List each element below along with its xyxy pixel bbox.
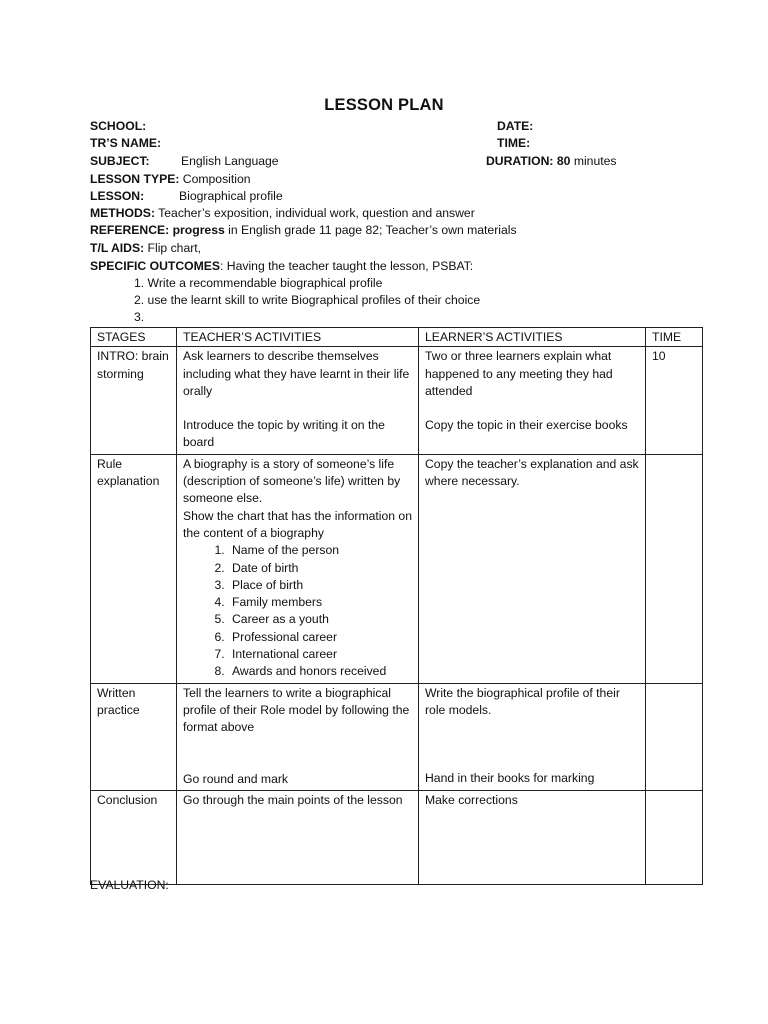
time-cell	[646, 454, 703, 683]
outcome-item: 2. use the learnt skill to write Biographical profiles of their choice	[134, 293, 481, 307]
teacher-activity-cell	[177, 347, 419, 454]
teacher-activity-text: Go round and mark	[183, 771, 289, 786]
methods-value: Teacher’s exposition, individual work, question and answer	[155, 206, 475, 220]
aids-field	[90, 240, 201, 257]
reference-label: REFERENCE: progress	[90, 223, 225, 237]
teacher-activity-text: Introduce the topic by writing it on the board	[183, 418, 385, 450]
column-header-teacher-activities: TEACHER’S ACTIVITIES	[177, 328, 419, 347]
methods-field	[90, 205, 475, 222]
time-label: TIME:	[497, 136, 531, 150]
learner-activity-cell	[419, 683, 646, 790]
duration-label: DURATION:	[486, 154, 554, 168]
stage-cell: Rule explanation	[91, 454, 177, 683]
table-row-intro	[91, 347, 703, 454]
stage-cell: INTRO: brainstorming	[91, 347, 177, 454]
lesson-type-value: Composition	[179, 172, 251, 186]
lesson-label: LESSON:	[90, 189, 145, 203]
aids-value: Flip chart,	[144, 241, 202, 255]
learner-activity-text: Write the biographical profile of their role models.	[425, 685, 620, 717]
learner-activity-text: Hand in their books for marking	[425, 771, 595, 786]
learner-activity-cell	[419, 790, 646, 884]
learner-activity-text: Two or three learners explain what happened to any meeting they had attended	[425, 349, 613, 398]
learner-activity-text: Make corrections	[425, 792, 518, 807]
teacher-activity-text: Tell the learners to write a biographical profile of their Role model by following the format above	[183, 685, 410, 735]
teacher-name-label: TR’S NAME:	[90, 136, 162, 150]
table-row-conclusion	[91, 790, 703, 884]
table-row-written-practice	[91, 683, 703, 790]
document-title: LESSON PLAN	[324, 96, 444, 114]
reference-field	[90, 222, 517, 239]
time-cell	[646, 683, 703, 790]
lesson-type-field	[90, 171, 251, 188]
subject-value: English Language	[181, 154, 279, 168]
evaluation-label: EVALUATION:	[90, 878, 169, 892]
aids-label: T/L AIDS:	[90, 241, 145, 255]
column-header-time: TIME	[646, 328, 703, 347]
column-header-learner-activities: LEARNER’S ACTIVITIES	[419, 328, 646, 347]
teacher-activity-text: Go through the main points of the lesson	[183, 792, 403, 807]
biography-content-list	[183, 542, 412, 680]
reference-value: in English grade 11 page 82; Teacher’s own materials	[224, 223, 517, 237]
learner-activity-text: Copy the topic in their exercise books	[425, 418, 628, 433]
list-item: 2. Date of birth	[228, 560, 412, 577]
stage-cell: Conclusion	[91, 790, 177, 884]
list-item: 1. Name of the person	[228, 542, 412, 559]
learner-activity-text: Copy the teacher’s explanation and ask where necessary.	[425, 456, 639, 489]
table-row-rule-explanation	[91, 454, 703, 683]
learner-activity-cell	[419, 454, 646, 683]
subject-label: SUBJECT:	[90, 154, 150, 168]
list-item: 3. Place of birth	[228, 577, 412, 594]
school-label: SCHOOL:	[90, 119, 147, 133]
duration-field	[486, 153, 617, 170]
date-label: DATE:	[497, 119, 534, 133]
list-item: 4. Family members	[228, 594, 412, 611]
outcomes-field	[90, 258, 473, 275]
list-item: 6. Professional career	[228, 629, 412, 646]
stage-cell: Written practice	[91, 683, 177, 790]
teacher-activity-cell	[177, 454, 419, 683]
teacher-activity-text: A biography is a story of someone’s life (description of someone’s life) written by someone else.	[183, 456, 401, 506]
time-cell: 10	[646, 347, 703, 454]
activities-table	[90, 327, 703, 885]
teacher-activity-text: Ask learners to describe themselves including what they have learnt in their life orally	[183, 349, 410, 398]
time-cell	[646, 790, 703, 884]
duration-value: 80	[556, 154, 571, 168]
outcomes-value: : Having the teacher taught the lesson, PSBAT:	[220, 259, 474, 273]
outcome-item: 1. Write a recommendable biographical profile	[134, 276, 383, 290]
teacher-activity-cell	[177, 683, 419, 790]
lesson-type-label: LESSON TYPE:	[90, 172, 180, 186]
outcome-item: 3.	[134, 310, 145, 324]
list-item: 5. Career as a youth	[228, 611, 412, 628]
lesson-value: Biographical profile	[179, 189, 283, 203]
outcomes-label: SPECIFIC OUTCOMES	[90, 259, 221, 273]
column-header-stages: STAGES	[91, 328, 177, 347]
teacher-activity-cell	[177, 790, 419, 884]
list-item: 8. Awards and honors received	[228, 663, 412, 680]
learner-activity-cell	[419, 347, 646, 454]
duration-unit: minutes	[570, 154, 617, 168]
list-item: 7. International career	[228, 646, 412, 663]
teacher-activity-text: Show the chart that has the information on the content of a biography	[183, 508, 412, 540]
methods-label: METHODS:	[90, 206, 155, 220]
table-header-row	[91, 328, 703, 347]
